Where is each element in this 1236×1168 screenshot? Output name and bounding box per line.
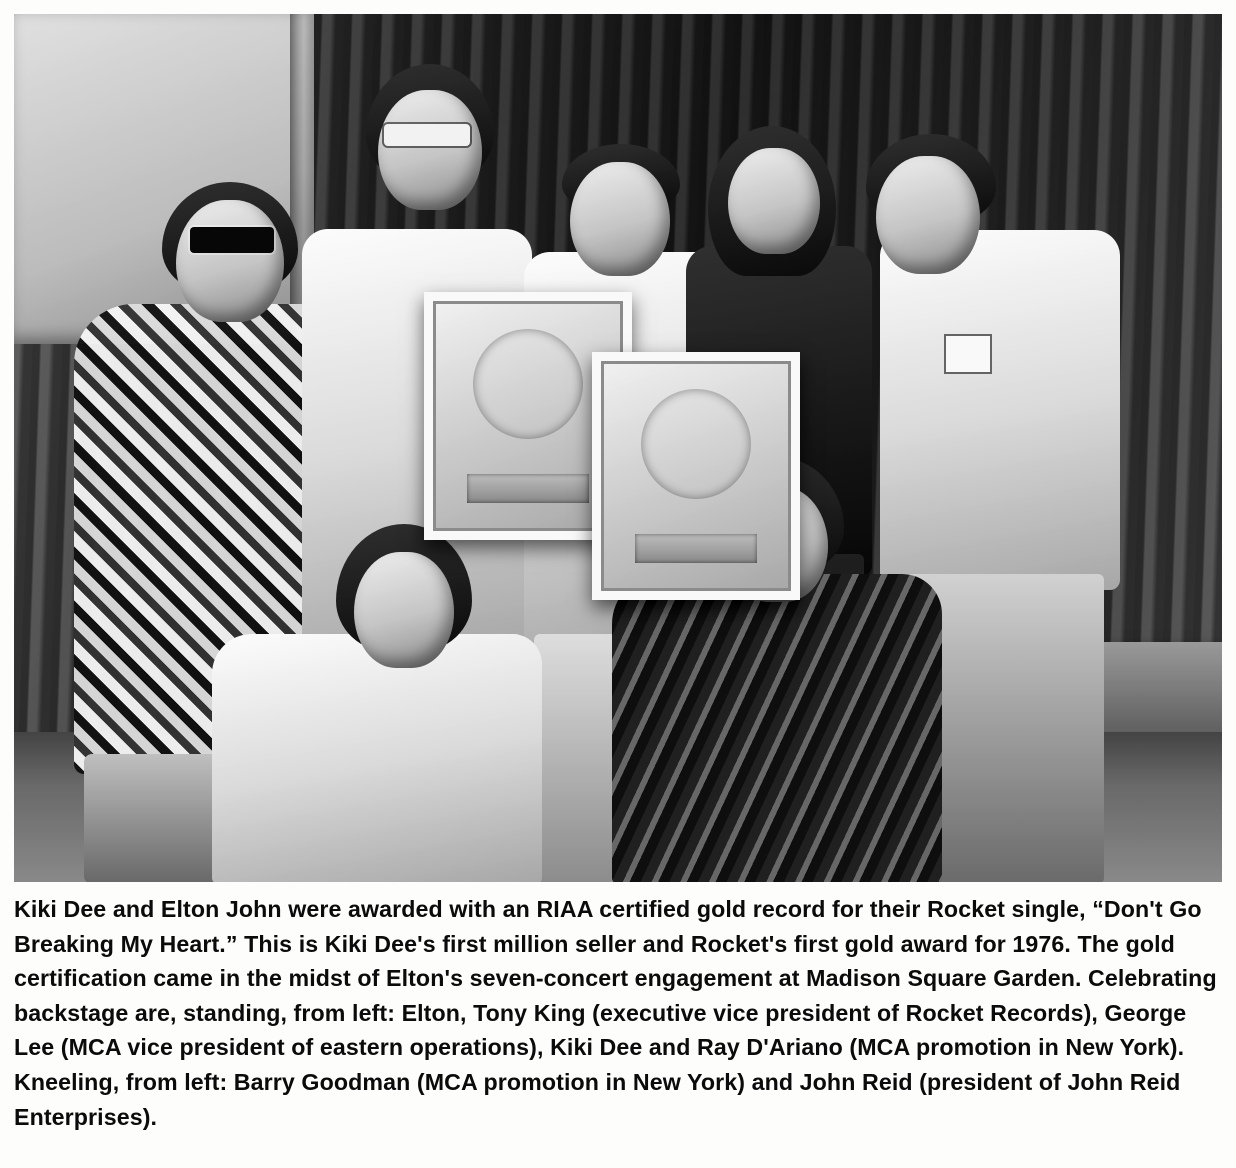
press-photo [14,14,1222,882]
gold-record-nameplate-right [635,534,757,564]
george-head [570,162,670,276]
elton-head [176,200,284,322]
photo-caption [14,892,1222,1134]
tony-head [378,90,482,210]
tony-glasses [384,124,470,146]
kiki-head [728,148,820,254]
gold-record-disc-right [641,389,751,499]
barry-head [354,552,454,668]
ray-badge [944,334,992,374]
photo-caption-text: Kiki Dee and Elton John were awarded with an RIAA certified gold record for their Rocket single, “Don't Go Breaking My Heart.” This is Kiki Dee's first million seller and Rocket's first gold award for 1976. The gold certification came in the midst of Elton's seven-concert engagement at Madison Square Garden. Celebrating backstage are, standing, from left: Elton, Tony King (executive vice president of Rocket Records), George Lee (MCA vice president of eastern operations), Kiki Dee and Ray D'Ariano (MCA promotion in New York). Kneeling, from left: Barry Goodman (MCA promotion in New York) and John Reid (president of John Reid Enterprises). [14,896,1217,1130]
gold-record-disc-left [473,329,583,439]
elton-glasses [190,227,274,253]
ray-shirt [880,230,1120,590]
gold-record-nameplate-left [467,474,589,504]
ray-head [876,156,980,274]
barry-jacket [212,634,542,882]
gold-record-plaque-right [592,352,800,600]
john-jacket [612,574,942,882]
